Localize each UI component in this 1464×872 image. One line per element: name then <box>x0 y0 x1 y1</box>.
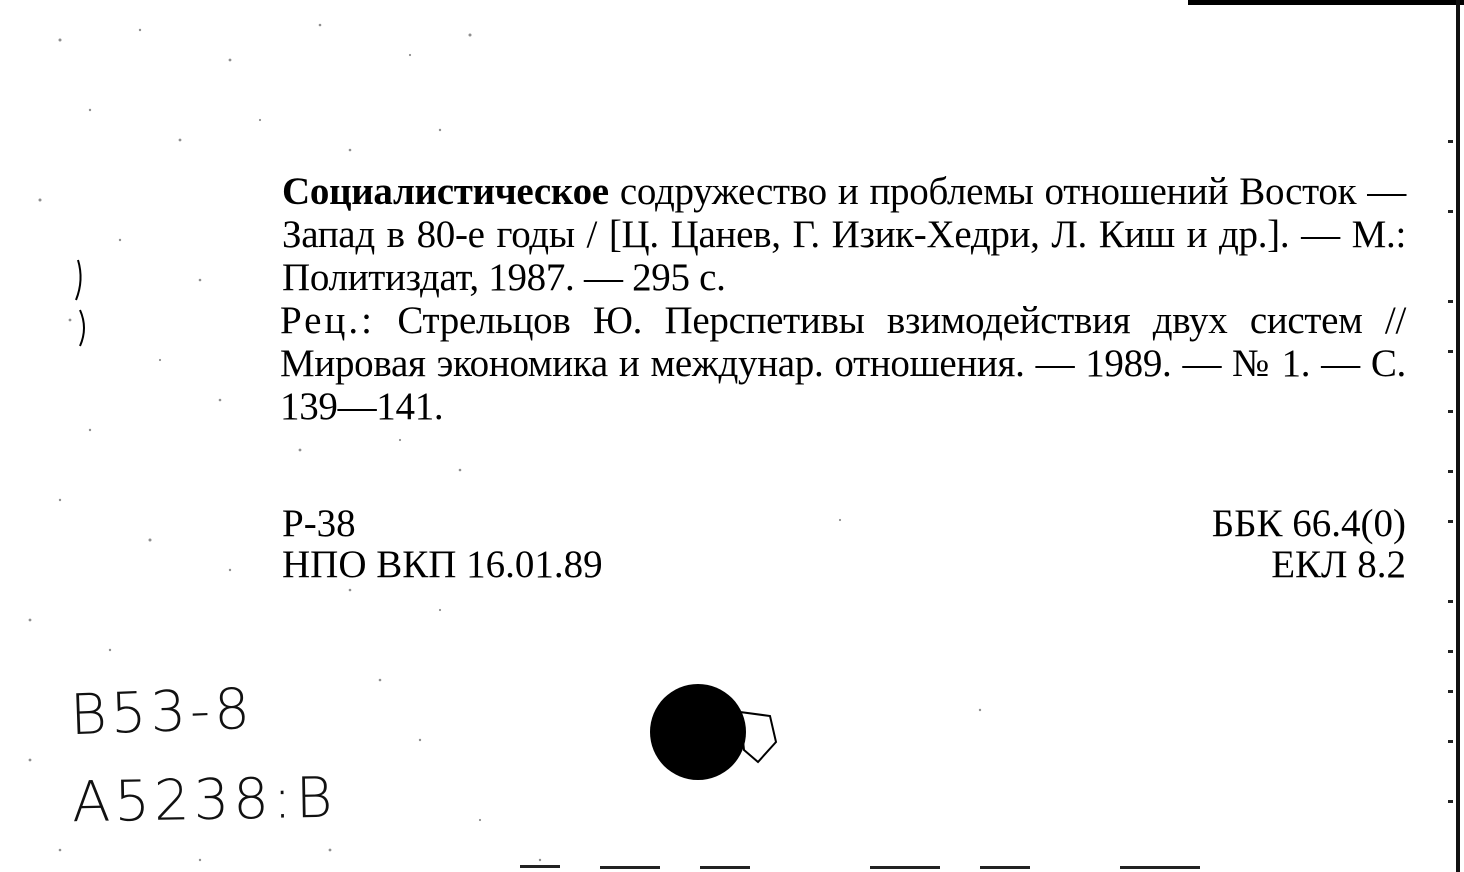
review-label: Рец.: <box>280 299 375 342</box>
punched-hole <box>650 684 746 780</box>
classification-code: Р-38 <box>282 502 356 545</box>
entry-description <box>238 170 1406 299</box>
review-body: Стрельцов Ю. Перспетивы взимодействия двух систем // Мировая экономика и междунар. отношения. — 1989. — № 1. — С. 139—141. <box>280 299 1406 428</box>
bibliographic-entry <box>238 170 1406 428</box>
handwritten-shelfmark-2: А5238:В <box>71 765 337 836</box>
classification-source: НПО ВКП 16.01.89 <box>282 543 603 586</box>
review-note <box>238 299 1406 428</box>
ekl-index: ЕКЛ 8.2 <box>1271 543 1406 586</box>
top-edge-line <box>1188 0 1464 5</box>
handwritten-shelfmark-1: В53-8 <box>68 676 255 749</box>
classification-right <box>1212 503 1406 585</box>
entry-body: содружество и проблемы отношений Восток — Запад в 80-е годы / [Ц. Цанев, Г. Изик-Хедри, Л. Киш и др.]. — М.: Политиздат, 1987. — 295 с. <box>282 170 1406 299</box>
classification-left <box>282 503 603 585</box>
right-edge-line <box>1456 0 1460 872</box>
entry-heading: Социалистическое <box>282 170 609 213</box>
bbk-index: ББК 66.4(0) <box>1211 502 1406 545</box>
